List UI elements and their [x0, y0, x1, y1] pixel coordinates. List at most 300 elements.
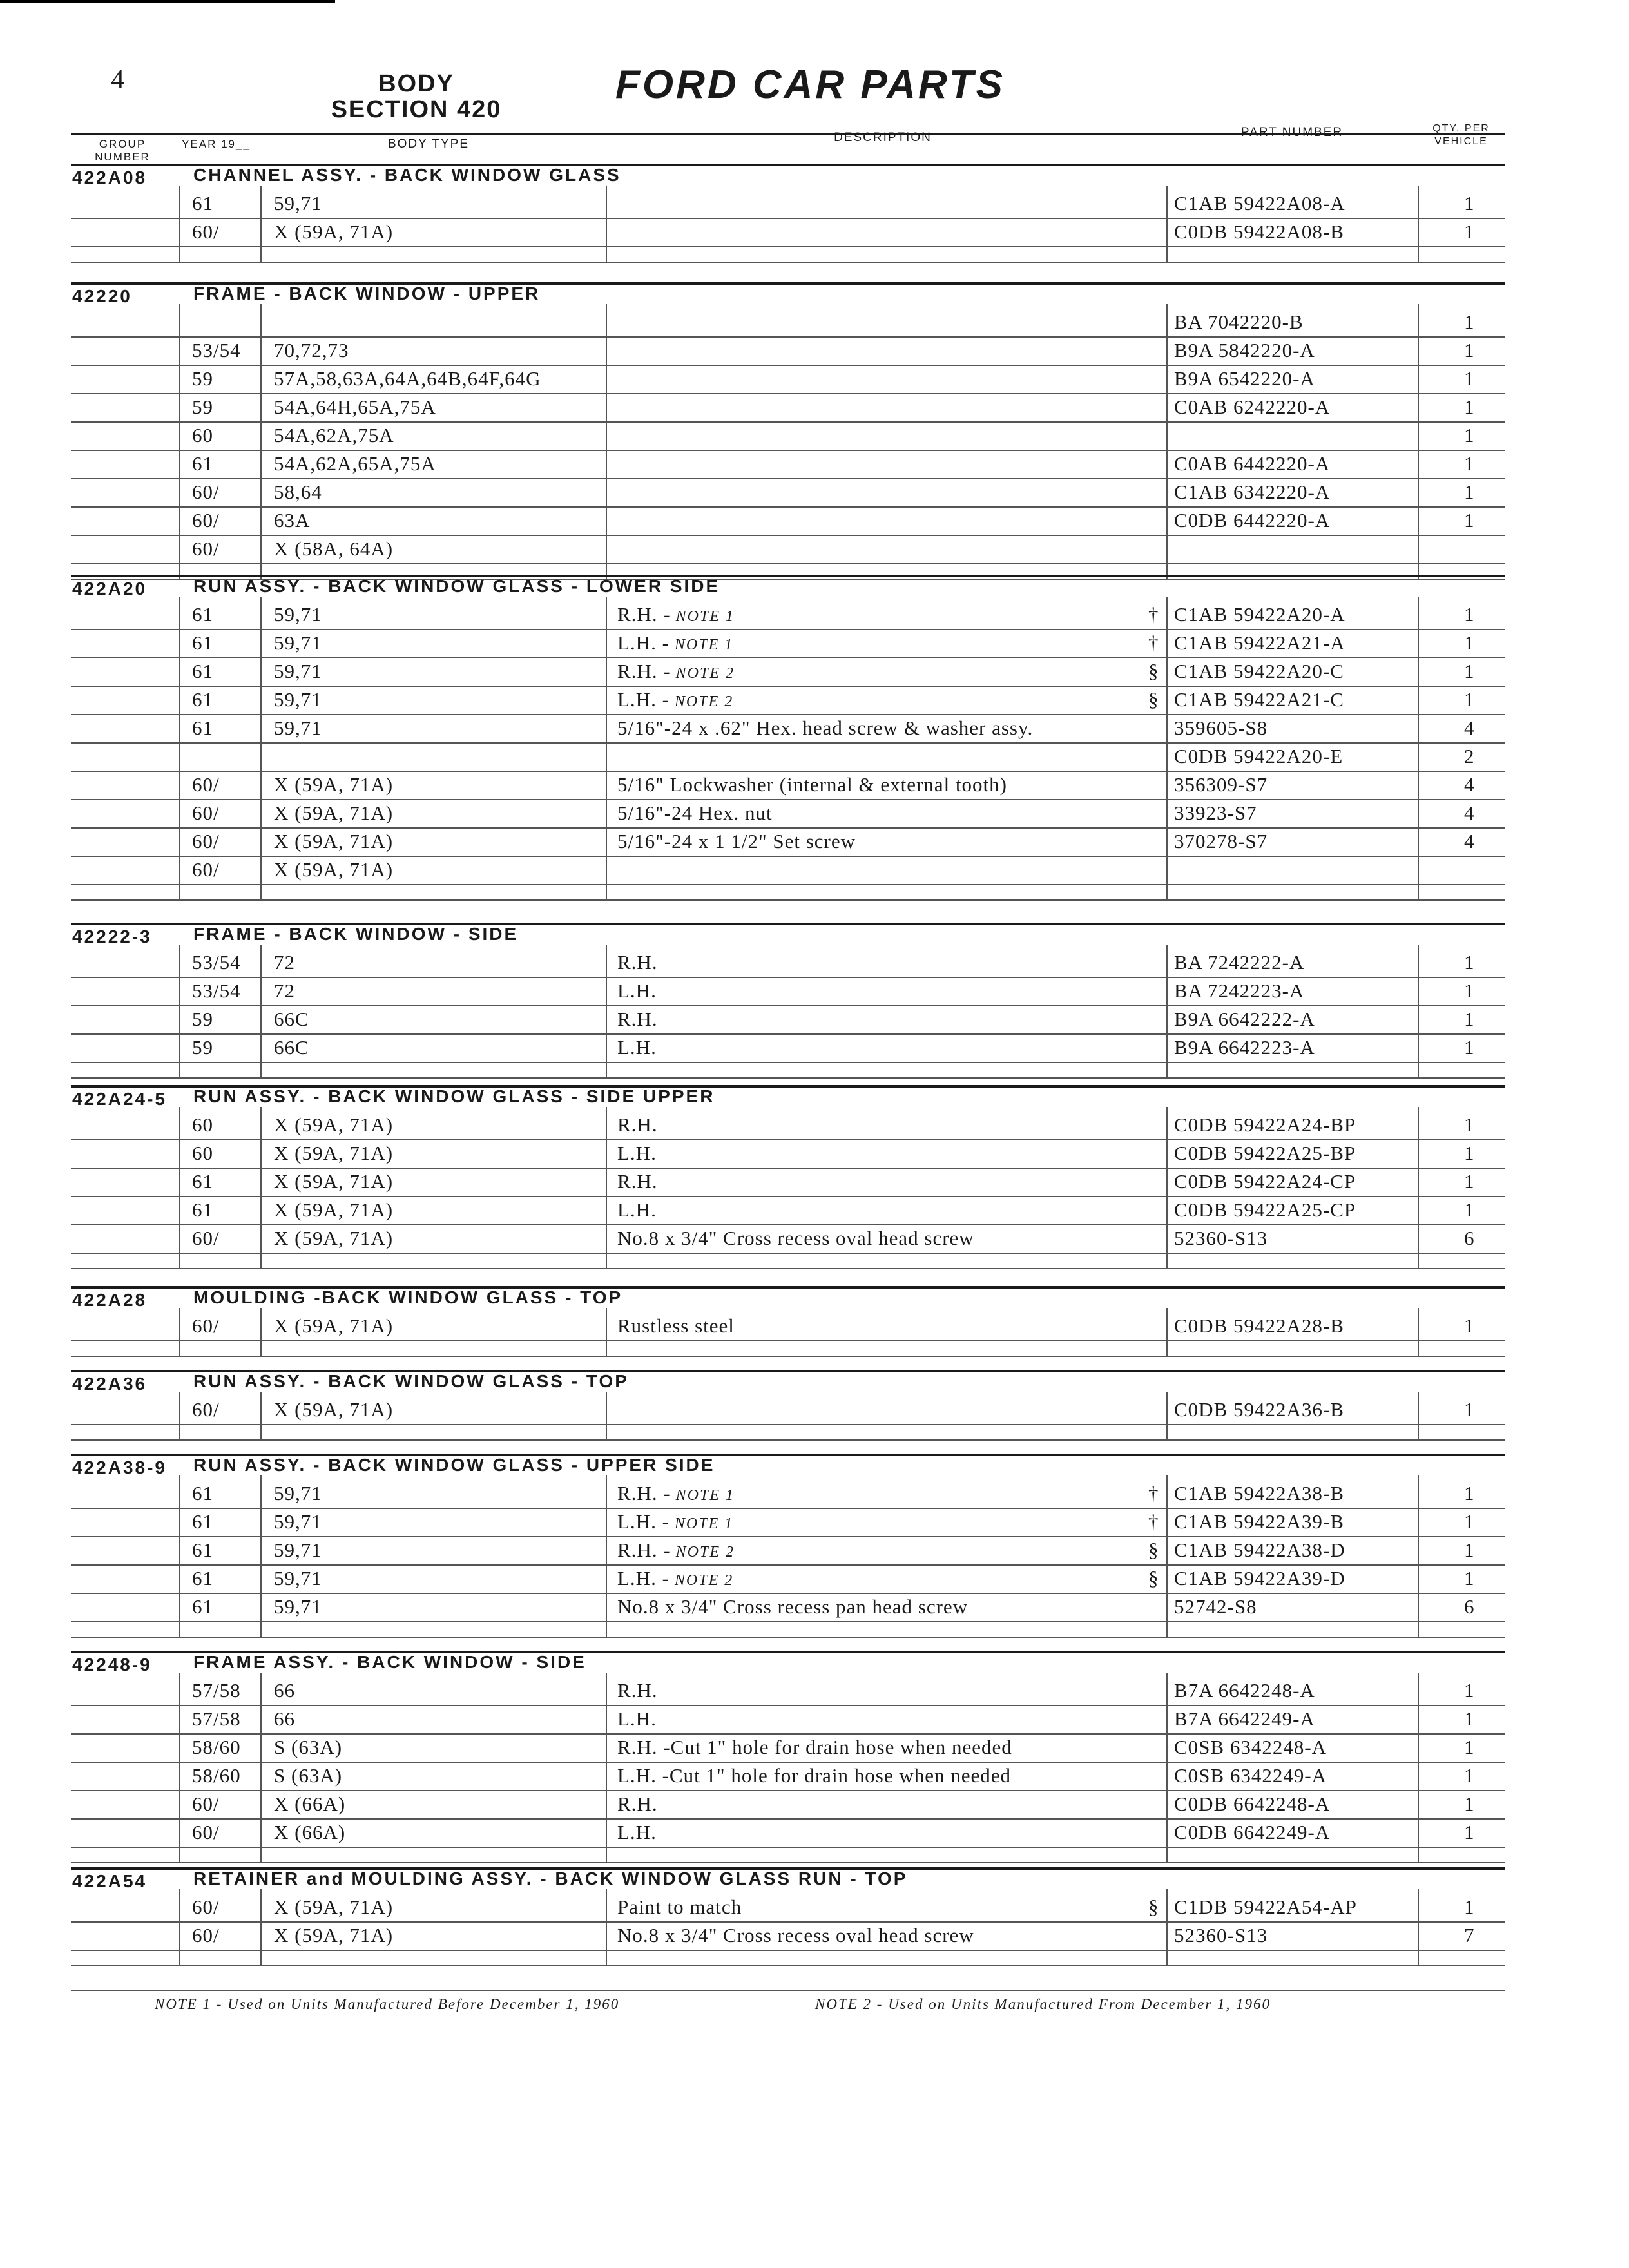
- column-divider: [179, 1889, 180, 1965]
- row-qty: 1: [1464, 1398, 1475, 1421]
- column-divider: [260, 1107, 262, 1268]
- column-divider: [606, 945, 607, 1077]
- row-note-ref: NOTE 2: [669, 1572, 734, 1589]
- row-mark: †: [1148, 603, 1159, 626]
- row-part-number: B9A 6542220-A: [1174, 367, 1315, 390]
- row-description: L.H. - NOTE 2: [617, 688, 734, 711]
- row-body-type: X (59A, 71A): [274, 1113, 394, 1136]
- row-year: 60/: [192, 220, 220, 243]
- row-body-type: X (59A, 71A): [274, 1198, 394, 1221]
- row-year: 59: [192, 1036, 213, 1059]
- row-description: L.H. -Cut 1" hole for drain hose when needed: [617, 1764, 1012, 1787]
- column-divider: [606, 597, 607, 899]
- row-qty: 1: [1464, 1764, 1475, 1787]
- row-description: L.H. - NOTE 2: [617, 1567, 734, 1590]
- row-year: 61: [192, 1595, 213, 1618]
- row-part-number: C0DB 59422A24-CP: [1174, 1170, 1356, 1193]
- row-year: 53/54: [192, 979, 241, 1002]
- row-body-type: 66: [274, 1707, 295, 1730]
- row-qty: 1: [1464, 367, 1475, 390]
- row-rule: [71, 977, 1505, 978]
- row-rule: [71, 657, 1505, 658]
- row-description: L.H.: [617, 1707, 657, 1730]
- row-description: R.H.: [617, 1113, 658, 1136]
- column-divider: [260, 945, 262, 1077]
- row-description: R.H. - NOTE 2: [617, 660, 735, 682]
- row-body-type: 59,71: [274, 1595, 322, 1618]
- row-rule: [71, 1950, 1505, 1951]
- row-part-number: C0DB 59422A20-E: [1174, 745, 1344, 767]
- row-description: 5/16"-24 Hex. nut: [617, 802, 773, 824]
- column-divider: [606, 1475, 607, 1637]
- column-divider: [1418, 186, 1419, 262]
- row-rule: [71, 1033, 1505, 1035]
- row-qty: 2: [1464, 745, 1475, 767]
- row-qty: 6: [1464, 1227, 1475, 1249]
- group-number: 422A28: [72, 1290, 148, 1310]
- row-part-number: C0SB 6342249-A: [1174, 1764, 1327, 1787]
- row-rule: [71, 535, 1505, 536]
- row-qty: 1: [1464, 424, 1475, 447]
- row-part-number: C1AB 59422A20-C: [1174, 660, 1344, 682]
- row-qty: 1: [1464, 509, 1475, 532]
- column-divider: [179, 1308, 180, 1356]
- row-body-type: 59,71: [274, 603, 322, 626]
- row-year: 60/: [192, 830, 220, 852]
- row-part-number: C0DB 59422A08-B: [1174, 220, 1344, 243]
- column-divider: [260, 1889, 262, 1965]
- group-number: 42248-9: [72, 1655, 152, 1675]
- row-rule: [71, 421, 1505, 423]
- row-qty: 1: [1464, 311, 1475, 333]
- row-year: 60/: [192, 1227, 220, 1249]
- column-divider: [1166, 597, 1168, 899]
- column-divider: [1166, 186, 1168, 262]
- column-divider: [606, 1392, 607, 1439]
- row-rule: [71, 1168, 1505, 1169]
- row-rule: [71, 563, 1505, 564]
- row-description: L.H.: [617, 1036, 657, 1059]
- row-body-type: X (66A): [274, 1792, 346, 1815]
- row-part-number: BA 7042220-B: [1174, 311, 1304, 333]
- section-title: RUN ASSY. - BACK WINDOW GLASS - SIDE UPPER: [193, 1086, 715, 1106]
- row-rule: [71, 742, 1505, 744]
- row-body-type: X (59A, 71A): [274, 1227, 394, 1249]
- row-rule: [71, 827, 1505, 829]
- row-description: R.H.: [617, 1792, 658, 1815]
- row-part-number: C0DB 59422A24-BP: [1174, 1113, 1356, 1136]
- column-divider: [260, 597, 262, 899]
- column-divider: [260, 1392, 262, 1439]
- section-bottom-rule: [71, 1077, 1505, 1079]
- group-number: 42220: [72, 286, 132, 306]
- row-qty: 6: [1464, 1595, 1475, 1618]
- row-year: 59: [192, 396, 213, 418]
- row-qty: 1: [1464, 1170, 1475, 1193]
- row-mark: §: [1148, 688, 1159, 711]
- row-qty: 1: [1464, 220, 1475, 243]
- row-year: 59: [192, 1008, 213, 1030]
- section-title: CHANNEL ASSY. - BACK WINDOW GLASS: [193, 165, 621, 185]
- row-year: 60/: [192, 1821, 220, 1843]
- row-qty: 4: [1464, 773, 1475, 796]
- row-part-number: BA 7242222-A: [1174, 951, 1305, 974]
- section-bottom-rule: [71, 1268, 1505, 1269]
- row-part-number: C0AB 6242220-A: [1174, 396, 1331, 418]
- row-rule: [71, 450, 1505, 451]
- top-edge-rule: [0, 0, 335, 3]
- row-body-type: X (59A, 71A): [274, 1398, 394, 1421]
- section-title: FRAME - BACK WINDOW - UPPER: [193, 284, 541, 303]
- row-qty: 1: [1464, 1821, 1475, 1843]
- footnote-1: NOTE 1 - Used on Units Manufactured Before December 1, 1960: [155, 1996, 620, 2012]
- group-number: 422A36: [72, 1374, 148, 1394]
- row-description: R.H. - NOTE 1: [617, 603, 735, 626]
- row-body-type: 58,64: [274, 481, 322, 503]
- row-rule: [71, 1921, 1505, 1923]
- column-divider: [1166, 1475, 1168, 1637]
- row-year: 61: [192, 1510, 213, 1533]
- row-qty: 1: [1464, 1707, 1475, 1730]
- row-rule: [71, 1705, 1505, 1706]
- row-part-number: C1AB 59422A08-A: [1174, 192, 1345, 215]
- row-note-ref: NOTE 1: [669, 637, 734, 653]
- row-description: L.H. - NOTE 1: [617, 631, 734, 654]
- column-divider: [179, 597, 180, 899]
- row-part-number: C1AB 59422A20-A: [1174, 603, 1345, 626]
- column-divider: [179, 186, 180, 262]
- row-qty: 1: [1464, 1314, 1475, 1337]
- section-bottom-rule: [71, 1637, 1505, 1638]
- row-year: 60/: [192, 1314, 220, 1337]
- row-body-type: 63A: [274, 509, 311, 532]
- row-year: 61: [192, 688, 213, 711]
- column-divider: [1418, 1475, 1419, 1637]
- row-rule: [71, 629, 1505, 630]
- row-rule: [71, 771, 1505, 772]
- column-divider: [179, 304, 180, 579]
- row-qty: 1: [1464, 1113, 1475, 1136]
- row-rule: [71, 1733, 1505, 1735]
- row-rule: [71, 246, 1505, 247]
- row-rule: [71, 393, 1505, 394]
- row-body-type: X (58A, 64A): [274, 537, 394, 560]
- row-rule: [71, 336, 1505, 338]
- row-part-number: 370278-S7: [1174, 830, 1268, 852]
- row-body-type: 59,71: [274, 688, 322, 711]
- row-part-number: B7A 6642248-A: [1174, 1679, 1315, 1702]
- row-rule: [71, 1593, 1505, 1594]
- row-note-ref: NOTE 1: [670, 608, 735, 625]
- row-qty: 1: [1464, 1679, 1475, 1702]
- column-divider: [606, 186, 607, 262]
- row-part-number: C0DB 59422A25-CP: [1174, 1198, 1356, 1221]
- row-body-type: X (59A, 71A): [274, 1896, 394, 1918]
- row-qty: 1: [1464, 1142, 1475, 1164]
- row-rule: [71, 1818, 1505, 1820]
- row-qty: 1: [1464, 1008, 1475, 1030]
- row-description: R.H.: [617, 951, 658, 974]
- row-body-type: 59,71: [274, 660, 322, 682]
- column-divider: [179, 1475, 180, 1637]
- row-qty: 4: [1464, 716, 1475, 739]
- row-qty: 1: [1464, 1567, 1475, 1590]
- row-body-type: 59,71: [274, 1567, 322, 1590]
- row-part-number: B9A 5842220-A: [1174, 339, 1315, 361]
- row-year: 61: [192, 631, 213, 654]
- row-qty: 1: [1464, 1482, 1475, 1504]
- row-description: R.H.: [617, 1679, 658, 1702]
- column-divider: [1418, 1308, 1419, 1356]
- row-rule: [71, 1564, 1505, 1566]
- row-description: 5/16" Lockwasher (internal & external tooth): [617, 773, 1007, 796]
- row-note-ref: NOTE 2: [670, 665, 735, 682]
- row-part-number: B9A 6642223-A: [1174, 1036, 1315, 1059]
- column-divider: [1166, 1673, 1168, 1862]
- row-rule: [71, 884, 1505, 885]
- row-year: 61: [192, 452, 213, 475]
- row-description: 5/16"-24 x 1 1/2" Set screw: [617, 830, 856, 852]
- footnote-2: NOTE 2 - Used on Units Manufactured From December 1, 1960: [815, 1996, 1271, 2012]
- row-part-number: C1AB 59422A21-C: [1174, 688, 1344, 711]
- column-divider: [1166, 1308, 1168, 1356]
- row-description: No.8 x 3/4" Cross recess pan head screw: [617, 1595, 969, 1618]
- row-part-number: C0DB 59422A36-B: [1174, 1398, 1344, 1421]
- row-description: L.H.: [617, 1821, 657, 1843]
- col-header-group: GROUP NUMBER: [95, 138, 150, 163]
- row-description: R.H. - NOTE 2: [617, 1539, 735, 1561]
- row-rule: [71, 1790, 1505, 1791]
- section-bottom-rule: [71, 1356, 1505, 1357]
- column-divider: [1418, 1889, 1419, 1965]
- row-year: 60/: [192, 1398, 220, 1421]
- row-qty: 1: [1464, 688, 1475, 711]
- section-title: FRAME ASSY. - BACK WINDOW - SIDE: [193, 1652, 586, 1672]
- row-part-number: B7A 6642249-A: [1174, 1707, 1315, 1730]
- row-body-type: X (59A, 71A): [274, 773, 394, 796]
- section-heading: [313, 71, 519, 122]
- row-body-type: 59,71: [274, 1482, 322, 1504]
- row-body-type: 59,71: [274, 1539, 322, 1561]
- section-bottom-rule: [71, 1965, 1505, 1966]
- row-rule: [71, 478, 1505, 479]
- row-body-type: X (59A, 71A): [274, 1142, 394, 1164]
- row-body-type: X (66A): [274, 1821, 346, 1843]
- column-divider: [179, 1673, 180, 1862]
- section-bottom-rule: [71, 1862, 1505, 1863]
- row-part-number: 33923-S7: [1174, 802, 1257, 824]
- row-rule: [71, 1621, 1505, 1622]
- row-rule: [71, 1762, 1505, 1763]
- section-bottom-rule: [71, 262, 1505, 263]
- group-number: 42222-3: [72, 927, 152, 947]
- column-divider: [179, 945, 180, 1077]
- column-divider: [606, 1107, 607, 1268]
- row-description: R.H.: [617, 1170, 658, 1193]
- row-year: 61: [192, 603, 213, 626]
- row-part-number: C0DB 6642249-A: [1174, 1821, 1331, 1843]
- row-part-number: C1AB 6342220-A: [1174, 481, 1331, 503]
- row-part-number: 52360-S13: [1174, 1924, 1268, 1946]
- column-divider: [606, 304, 607, 579]
- row-mark: §: [1148, 1896, 1159, 1918]
- row-rule: [71, 365, 1505, 366]
- row-description: Paint to match: [617, 1896, 742, 1918]
- column-divider: [260, 1308, 262, 1356]
- section-title: RUN ASSY. - BACK WINDOW GLASS - TOP: [193, 1371, 629, 1391]
- group-number: 422A24-5: [72, 1089, 167, 1109]
- column-divider: [1166, 1392, 1168, 1439]
- col-header-body-type: BODY TYPE: [387, 137, 470, 151]
- section-bottom-rule: [71, 1439, 1505, 1441]
- section-title: MOULDING -BACK WINDOW GLASS - TOP: [193, 1287, 623, 1307]
- row-rule: [71, 218, 1505, 219]
- group-number: 422A20: [72, 579, 148, 599]
- column-divider: [606, 1889, 607, 1965]
- row-body-type: X (59A, 71A): [274, 1170, 394, 1193]
- row-part-number: 359605-S8: [1174, 716, 1268, 739]
- group-number: 422A08: [72, 168, 148, 187]
- row-body-type: X (59A, 71A): [274, 1924, 394, 1946]
- row-part-number: C0DB 59422A28-B: [1174, 1314, 1344, 1337]
- row-year: 61: [192, 1170, 213, 1193]
- section-title: RUN ASSY. - BACK WINDOW GLASS - LOWER SIDE: [193, 576, 720, 596]
- row-year: 61: [192, 192, 213, 215]
- column-divider: [1418, 1107, 1419, 1268]
- row-qty: 1: [1464, 1198, 1475, 1221]
- row-body-type: X (59A, 71A): [274, 220, 394, 243]
- row-year: 61: [192, 716, 213, 739]
- row-qty: 1: [1464, 1036, 1475, 1059]
- row-year: 60/: [192, 1924, 220, 1946]
- row-rule: [71, 1062, 1505, 1063]
- row-part-number: C1AB 59422A39-B: [1174, 1510, 1344, 1533]
- column-divider: [1166, 304, 1168, 579]
- column-divider: [1166, 1107, 1168, 1268]
- row-year: 61: [192, 1482, 213, 1504]
- row-part-number: B9A 6642222-A: [1174, 1008, 1315, 1030]
- col-header-part-number: PART NUMBER: [1240, 126, 1344, 139]
- row-rule: [71, 1424, 1505, 1425]
- row-rule: [71, 1508, 1505, 1509]
- row-year: 53/54: [192, 339, 241, 361]
- row-description: No.8 x 3/4" Cross recess oval head screw: [617, 1227, 974, 1249]
- row-description: L.H.: [617, 979, 657, 1002]
- column-divider: [260, 304, 262, 579]
- row-part-number: C0DB 6642248-A: [1174, 1792, 1331, 1815]
- row-year: 53/54: [192, 951, 241, 974]
- row-qty: 1: [1464, 1736, 1475, 1758]
- row-mark: §: [1148, 660, 1159, 682]
- row-body-type: 54A,62A,75A: [274, 424, 394, 447]
- row-note-ref: NOTE 2: [670, 1544, 735, 1561]
- row-part-number: C1AB 59422A38-D: [1174, 1539, 1345, 1561]
- row-year: 60/: [192, 802, 220, 824]
- row-description: No.8 x 3/4" Cross recess oval head screw: [617, 1924, 974, 1946]
- row-rule: [71, 1139, 1505, 1140]
- row-qty: 1: [1464, 603, 1475, 626]
- row-rule: [71, 799, 1505, 800]
- row-body-type: S (63A): [274, 1736, 343, 1758]
- section-title: FRAME - BACK WINDOW - SIDE: [193, 924, 519, 944]
- row-rule: [71, 1196, 1505, 1197]
- column-divider: [606, 1308, 607, 1356]
- column-divider: [260, 1475, 262, 1637]
- row-year: 61: [192, 660, 213, 682]
- row-qty: 1: [1464, 1510, 1475, 1533]
- row-mark: §: [1148, 1539, 1159, 1561]
- row-year: 60/: [192, 858, 220, 881]
- page-number: 4: [111, 65, 124, 95]
- row-body-type: 57A,58,63A,64A,64B,64F,64G: [274, 367, 541, 390]
- row-mark: †: [1148, 631, 1159, 654]
- row-qty: 1: [1464, 396, 1475, 418]
- section-title: RETAINER and MOULDING ASSY. - BACK WINDOW GLASS RUN - TOP: [193, 1869, 908, 1888]
- row-qty: 1: [1464, 1539, 1475, 1561]
- row-rule: [71, 686, 1505, 687]
- row-year: 58/60: [192, 1736, 241, 1758]
- row-part-number: C0AB 6442220-A: [1174, 452, 1331, 475]
- column-divider: [1418, 1392, 1419, 1439]
- row-qty: 1: [1464, 452, 1475, 475]
- row-year: 57/58: [192, 1679, 241, 1702]
- row-year: 61: [192, 1539, 213, 1561]
- row-rule: [71, 1340, 1505, 1341]
- row-body-type: 59,71: [274, 1510, 322, 1533]
- row-qty: 1: [1464, 951, 1475, 974]
- row-body-type: 59,71: [274, 716, 322, 739]
- row-year: 60/: [192, 1792, 220, 1815]
- column-divider: [1418, 945, 1419, 1077]
- row-body-type: X (59A, 71A): [274, 830, 394, 852]
- column-divider: [606, 1673, 607, 1862]
- column-divider: [1418, 597, 1419, 899]
- col-header-year: YEAR 19__: [182, 138, 251, 150]
- row-body-type: 72: [274, 979, 295, 1002]
- group-number: 422A38-9: [72, 1457, 167, 1477]
- row-description: L.H.: [617, 1198, 657, 1221]
- row-qty: 1: [1464, 660, 1475, 682]
- section-line-1: BODY: [378, 70, 454, 97]
- row-part-number: C1DB 59422A54-AP: [1174, 1896, 1357, 1918]
- column-divider: [1166, 945, 1168, 1077]
- row-qty: 1: [1464, 481, 1475, 503]
- row-year: 60/: [192, 773, 220, 796]
- row-year: 60/: [192, 537, 220, 560]
- row-qty: 1: [1464, 631, 1475, 654]
- row-part-number: 356309-S7: [1174, 773, 1268, 796]
- row-description: Rustless steel: [617, 1314, 735, 1337]
- row-year: 57/58: [192, 1707, 241, 1730]
- row-body-type: 72: [274, 951, 295, 974]
- row-qty: 1: [1464, 1896, 1475, 1918]
- row-rule: [71, 506, 1505, 508]
- row-rule: [71, 714, 1505, 715]
- section-bottom-rule: [71, 899, 1505, 901]
- row-year: 58/60: [192, 1764, 241, 1787]
- row-body-type: X (59A, 71A): [274, 802, 394, 824]
- column-divider: [260, 1673, 262, 1862]
- row-body-type: 66C: [274, 1036, 309, 1059]
- row-body-type: 66C: [274, 1008, 309, 1030]
- row-body-type: 54A,62A,65A,75A: [274, 452, 436, 475]
- col-header-description: DESCRIPTION: [834, 131, 932, 144]
- row-qty: 1: [1464, 1792, 1475, 1815]
- row-body-type: 70,72,73: [274, 339, 349, 361]
- row-description: L.H. - NOTE 1: [617, 1510, 734, 1533]
- row-description: R.H. -Cut 1" hole for drain hose when needed: [617, 1736, 1012, 1758]
- row-body-type: X (59A, 71A): [274, 858, 394, 881]
